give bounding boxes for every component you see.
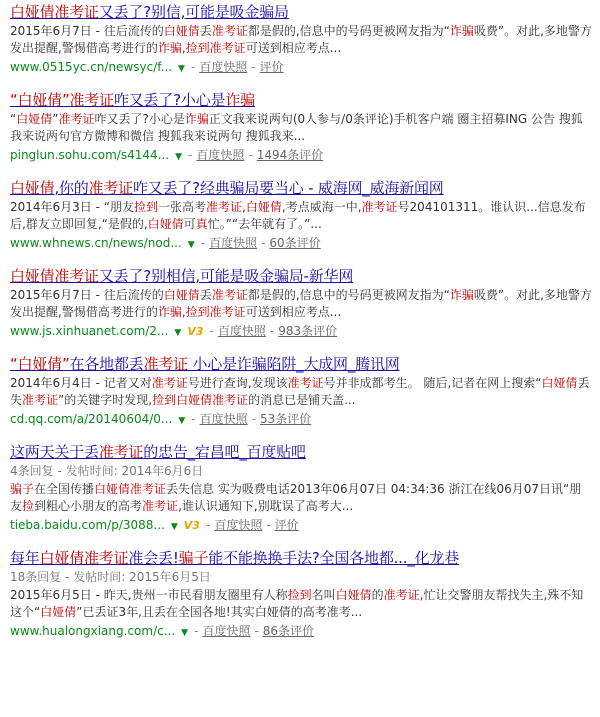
result-title-link[interactable]	[10, 354, 592, 374]
result-url-line	[10, 58, 592, 78]
snippet-highlight: 白娅倩	[541, 376, 578, 390]
search-result	[10, 266, 592, 342]
result-url[interactable]: www.whnews.cn/news/nod...	[10, 236, 182, 250]
separator: -	[254, 624, 259, 638]
snippet-highlight: 捡	[22, 499, 35, 513]
result-title-link[interactable]	[10, 548, 592, 568]
separator: -	[209, 324, 214, 338]
title-text: 每年	[10, 549, 40, 567]
snippet-highlight: 白娅倩	[245, 200, 282, 214]
title-text: 能不能换换手法?全国各地都..._化龙巷	[208, 549, 460, 567]
snippet-text: 号204101311。谁认识...信息发布后,群友立即回复,“是假的,	[10, 200, 586, 231]
title-text: ,你的	[54, 179, 89, 197]
title-text: 小心是诈骗	[187, 355, 267, 373]
snippet-text: 到粗心小朋友的高考	[34, 499, 143, 513]
result-title-link[interactable]	[10, 178, 592, 198]
title-text: 准会丢!	[128, 549, 179, 567]
result-snippet	[10, 111, 592, 145]
snippet-highlight: 捡到	[287, 588, 312, 602]
title-highlight: 白娅倩准考证	[10, 267, 99, 285]
snippet-highlight: 捡到白娅倩准考证	[152, 393, 249, 407]
snippet-text: 丢	[199, 288, 212, 302]
snippet-highlight: 准考证	[383, 588, 420, 602]
snippet-highlight: 诈骗	[449, 24, 474, 38]
snippet-text: 可送到相应考点...	[245, 41, 342, 55]
snapshot-link[interactable]: 百度快照	[209, 236, 258, 250]
snippet-highlight: 白娅倩	[163, 288, 200, 302]
title-text: 陷阱_大成网_腾讯网	[266, 355, 400, 373]
search-result	[10, 90, 592, 166]
separator: -	[248, 148, 253, 162]
search-result	[10, 178, 592, 254]
result-url[interactable]: tieba.baidu.com/p/3088...	[10, 518, 165, 532]
snippet-text: 2015年6月5日 - 昨天,贵州一市民看朋友圈里有人称	[10, 588, 288, 602]
title-highlight: 准考证	[143, 355, 188, 373]
snippet-highlight: 白娅倩	[147, 217, 184, 231]
snippet-text: ”已丢证3年,且丢在全国各地!其实白娅倩的高考准考...	[76, 605, 363, 619]
snippet-text: 名叫	[311, 588, 336, 602]
result-snippet	[10, 199, 592, 233]
snippet-text: 号并非成都考生。 随后,记者在网上搜索“	[323, 376, 542, 390]
dropdown-arrow-icon[interactable]: ▼	[178, 64, 185, 74]
snippet-text: ,考点威海一中,	[281, 200, 362, 214]
result-url-line	[10, 146, 592, 166]
result-meta: 4条回复 - 发帖时间: 2014年6月6日	[10, 464, 204, 478]
separator: -	[251, 412, 256, 426]
search-result	[10, 2, 592, 78]
title-text: 咋又丢了?小心是	[113, 91, 226, 109]
separator: -	[194, 624, 199, 638]
snippet-highlight: 诈骗	[157, 41, 182, 55]
search-result	[10, 354, 592, 430]
result-snippet	[10, 481, 592, 515]
snippet-text: 的消息已是铺天盖...	[248, 393, 356, 407]
result-url[interactable]: www.0515yc.cn/newsyc/f...	[10, 60, 173, 74]
snippet-text: ”	[52, 112, 59, 126]
title-text: 的忠告_宕昌吧_百度贴吧	[143, 443, 306, 461]
result-title-link[interactable]	[10, 90, 592, 110]
dropdown-arrow-icon[interactable]: ▼	[175, 152, 182, 162]
result-url[interactable]: cd.qq.com/a/20140604/0...	[10, 412, 173, 426]
title-text: 咋又丢了?经典骗局要当心 - 威海网_威海新闻网	[132, 179, 444, 197]
snippet-highlight: 准考证	[211, 288, 248, 302]
snippet-text: 在全国传播	[34, 482, 95, 496]
snippet-highlight: 准考证	[206, 200, 243, 214]
snapshot-link[interactable]: 百度快照	[202, 624, 251, 638]
snippet-highlight: 准考证	[361, 200, 398, 214]
title-text: 又丢了?别相信,可能是吸金骗局-新华网	[98, 267, 354, 285]
snippet-text: 一张高考	[158, 200, 207, 214]
separator: -	[190, 60, 196, 74]
snippet-text: 的	[371, 588, 384, 602]
snippet-highlight: 准考证	[151, 376, 188, 390]
snapshot-link[interactable]: 百度快照	[199, 60, 248, 74]
snippet-text: 2014年6月4日 - 记者又对	[10, 376, 152, 390]
snippet-text: 都是假的,信息中的号码更被网友指为“	[247, 24, 450, 38]
result-url-line	[10, 622, 592, 642]
separator: -	[200, 236, 206, 250]
search-result	[10, 442, 592, 536]
snapshot-link[interactable]: 百度快照	[196, 148, 245, 162]
result-title-link[interactable]	[10, 266, 592, 286]
evaluation-link[interactable]: 983条评价	[278, 324, 338, 338]
evaluation-link[interactable]: 评价	[274, 518, 299, 532]
separator: -	[191, 412, 196, 426]
snippet-text: ”的关键字时发现,	[58, 393, 153, 407]
snippet-text: 都是假的,信息中的号码更被网友指为“	[247, 288, 450, 302]
title-text: 又丢了?别信,可能是吸金骗局	[98, 3, 289, 21]
result-url[interactable]: www.hualongxiang.com/c...	[10, 624, 176, 638]
snippet-text: 2015年6月7日 - 往后流传的	[10, 24, 164, 38]
separator: -	[269, 324, 275, 338]
snippet-text: 正文我来说两句(0人参与/0条评论)手机客户端 圈主招募ING 公告 搜狐我来说两句官方微博和微信 搜狐我来说两句 搜狐我来...	[10, 112, 583, 143]
title-text: 这两天关于丢	[10, 443, 99, 461]
snippet-highlight: 准考证	[287, 376, 324, 390]
title-highlight: 骗子	[178, 549, 209, 567]
snippet-highlight: 白娅倩	[163, 24, 200, 38]
evaluation-link[interactable]: 评价	[259, 60, 284, 74]
snippet-text: 吸费”。对此,多地警方发出提醒,警惕借高考进行的	[10, 288, 592, 319]
snapshot-link[interactable]: 百度快照	[199, 412, 248, 426]
snippet-text: 2015年6月7日 - 往后流传的	[10, 288, 164, 302]
result-snippet	[10, 375, 592, 409]
snippet-highlight: 骗子	[10, 482, 35, 496]
evaluation-link[interactable]: 53条评价	[259, 412, 312, 426]
title-text: 在各地都丢	[69, 355, 144, 373]
snippet-text: 可	[183, 217, 196, 231]
snippet-text: 咋又丢了?小心是	[94, 112, 185, 126]
snippet-text: ,	[181, 305, 186, 319]
separator: -	[266, 518, 271, 532]
result-url-line	[10, 516, 592, 536]
dropdown-arrow-icon[interactable]: ▼	[178, 416, 186, 426]
title-highlight: 诈骗	[225, 91, 255, 109]
result-title-link[interactable]	[10, 2, 592, 22]
snippet-highlight: 捡到	[134, 200, 159, 214]
result-url[interactable]: www.js.xinhuanet.com/2...	[10, 324, 169, 338]
result-title-link[interactable]	[10, 442, 592, 462]
result-snippet	[10, 287, 592, 321]
title-highlight: 准考证	[98, 443, 144, 461]
result-meta: 18条回复 - 发帖时间: 2015年6月5日	[10, 570, 211, 584]
snippet-text: 吸费”。对此,多地警方发出提醒,警惕借高考进行的	[10, 24, 592, 55]
snippet-highlight: 准考证	[22, 393, 59, 407]
verified-badge[interactable]: V3	[187, 325, 204, 338]
snippet-text: ,	[181, 41, 186, 55]
dropdown-arrow-icon[interactable]: ▼	[170, 522, 178, 532]
separator: -	[251, 60, 256, 74]
snippet-text: ,	[242, 200, 246, 214]
result-snippet	[10, 587, 592, 621]
separator: -	[187, 148, 193, 162]
snippet-highlight: 白娅倩	[335, 588, 372, 602]
dropdown-arrow-icon[interactable]: ▼	[187, 240, 195, 250]
snippet-highlight: 真	[195, 217, 208, 231]
snippet-text: ,忙让交警朋友帮找失主,殊不知这个“	[10, 588, 584, 619]
snippet-highlight: 白娅倩准考证	[94, 482, 167, 496]
title-highlight: 白娅倩准考证	[10, 3, 99, 21]
title-highlight: “白娅倩”	[10, 91, 70, 109]
snippet-highlight: 诈骗	[157, 305, 182, 319]
snippet-highlight: 捡到准考证	[185, 41, 246, 55]
separator: -	[261, 236, 266, 250]
snippet-highlight: 准考证	[142, 499, 179, 513]
snippet-text: 可送到相应考点...	[245, 305, 342, 319]
snapshot-link[interactable]: 百度快照	[217, 324, 266, 338]
evaluation-link[interactable]: 1494条评价	[256, 148, 324, 162]
title-highlight: 准考证	[88, 179, 133, 197]
evaluation-link[interactable]: 86条评价	[262, 624, 315, 638]
snippet-highlight: 诈骗	[184, 112, 209, 126]
snippet-highlight: 白娅倩	[40, 605, 77, 619]
snippet-text: 丢失	[10, 376, 590, 407]
dropdown-arrow-icon[interactable]: ▼	[174, 328, 182, 338]
separator: -	[205, 518, 211, 532]
snippet-highlight: 捡到准考证	[185, 305, 246, 319]
result-url-line	[10, 410, 592, 430]
snippet-highlight: 准考证	[58, 112, 95, 126]
title-highlight: 准考证	[69, 91, 114, 109]
title-highlight: “白娅倩”	[10, 355, 70, 373]
snippet-highlight: 诈骗	[449, 288, 474, 302]
verified-badge[interactable]: V3	[183, 519, 200, 532]
snapshot-link[interactable]: 百度快照	[214, 518, 263, 532]
result-snippet	[10, 23, 592, 57]
evaluation-link[interactable]: 60条评价	[269, 236, 321, 250]
snippet-text: 丢	[199, 24, 212, 38]
dropdown-arrow-icon[interactable]: ▼	[181, 628, 189, 638]
snippet-highlight: 准考证	[211, 24, 248, 38]
result-url[interactable]: pinglun.sohu.com/s4144...	[10, 148, 170, 162]
snippet-text: 忙。”“去年就有了。”...	[207, 217, 322, 231]
snippet-highlight: 白娅倩	[16, 112, 53, 126]
snippet-text: 2014年6月3日 - “朋友	[10, 200, 134, 214]
title-highlight: 白娅倩准考证	[39, 549, 129, 567]
result-url-line	[10, 234, 592, 254]
result-url-line	[10, 322, 592, 342]
title-highlight: 白娅倩	[10, 179, 55, 197]
snippet-text: ,谁认识通知下,别耽误了高考大...	[178, 499, 354, 513]
search-result	[10, 548, 592, 642]
snippet-text: 号进行查询,发现该	[187, 376, 288, 390]
snippet-text: “	[10, 112, 17, 126]
snippet-text: 丢失信息 实为吸费电话2013年06月07日 04:34:36 浙江在线06月07日讯“朋友	[10, 482, 582, 513]
